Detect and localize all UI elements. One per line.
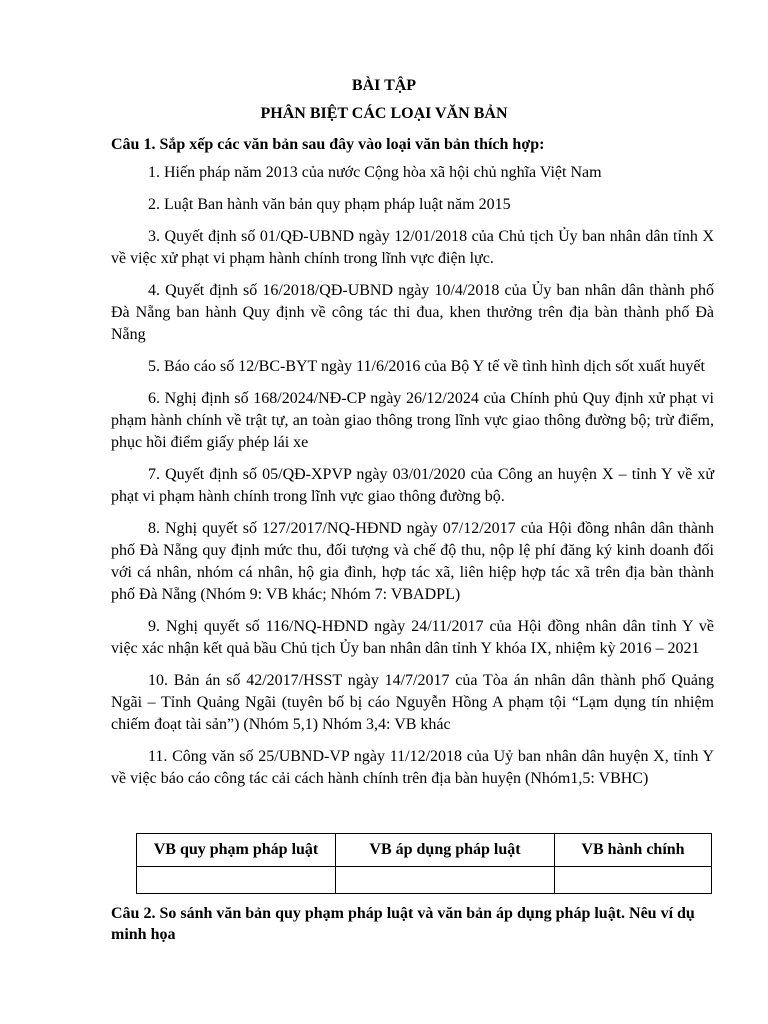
list-item: 8. Nghị quyết số 127/2017/NQ-HĐND ngày 07/12/2017 của Hội đồng nhân dân thành phố Đà Nẵng quy định mức thu, đối tượng và chế độ thu, nộp lệ phí đăng ký kinh doanh đối với cá nhân, nhóm cá nhân, hộ gia đình, hợp tác xã, liên hiệp hợp tác xã trên địa bàn thành phố Đà Nẵng (Nhóm 9: VB khác; Nhóm 7: VBADPL): [111, 520, 714, 603]
classification-table: [136, 833, 712, 894]
table-cell: [555, 867, 712, 894]
document-subtitle: PHÂN BIỆT CÁC LOẠI VĂN BẢN: [260, 105, 508, 122]
header-administrative-docs: VB hành chính: [555, 834, 712, 867]
list-item: 9. Nghị quyết số 116/NQ-HĐND ngày 24/11/2017 của Hội đồng nhân dân tỉnh Y về việc xác nhận kết quả bầu Chủ tịch Ủy ban nhân dân tỉnh Y khóa IX, nhiệm kỳ 2016 – 2021: [111, 618, 714, 657]
list-item: 4. Quyết định số 16/2018/QĐ-UBND ngày 10/4/2018 của Ủy ban nhân dân thành phố Đà Nẵng ban hành Quy định về công tác thi đua, khen thưởng trên địa bàn thành phố Đà Nẵng: [111, 282, 714, 343]
list-item: 10. Bản án số 42/2017/HSST ngày 14/7/2017 của Tòa án nhân dân thành phố Quảng Ngãi – Tỉnh Quảng Ngãi (tuyên bố bị cáo Nguyễn Hồng A phạm tội “Lạm dụng tín nhiệm chiếm đoạt tài sản”) (Nhóm 5,1) Nhóm 3,4: VB khác: [111, 672, 714, 733]
list-item: 1. Hiến pháp năm 2013 của nước Cộng hòa xã hội chủ nghĩa Việt Nam: [148, 164, 602, 181]
list-item: 5. Báo cáo số 12/BC-BYT ngày 11/6/2016 của Bộ Y tế về tình hình dịch sốt xuất huyết: [148, 358, 705, 375]
header-application-docs: VB áp dụng pháp luật: [336, 834, 555, 867]
list-item: 7. Quyết định số 05/QĐ-XPVP ngày 03/01/2020 của Công an huyện X – tỉnh Y về xử phạt vi phạm hành chính trong lĩnh vực giao thông đường bộ.: [111, 466, 714, 505]
list-item: 11. Công văn số 25/UBND-VP ngày 11/12/2018 của Uỷ ban nhân dân huyện X, tỉnh Y về việc báo cáo công tác cải cách hành chính trên địa bàn huyện (Nhóm1,5: VBHC): [111, 748, 714, 787]
list-item: 3. Quyết định số 01/QĐ-UBND ngày 12/01/2018 của Chủ tịch Ủy ban nhân dân tỉnh X về việc xử phạt vi phạm hành chính trong lĩnh vực điện lực.: [111, 228, 714, 267]
list-item: 6. Nghị định số 168/2024/NĐ-CP ngày 26/12/2024 của Chính phủ Quy định xử phạt vi phạm hành chính về trật tự, an toàn giao thông trong lĩnh vực giao thông đường bộ; trừ điểm, phục hồi điểm giấy phép lái xe: [111, 390, 714, 451]
table-header-row: [137, 834, 712, 867]
header-normative-docs: VB quy phạm pháp luật: [137, 834, 336, 867]
document-title: BÀI TẬP: [351, 77, 417, 94]
table-cell: [336, 867, 555, 894]
table-row: [137, 867, 712, 894]
table-cell: [137, 867, 336, 894]
document-list: [111, 162, 714, 800]
list-item: 2. Luật Ban hành văn bản quy phạm pháp luật năm 2015: [148, 196, 511, 213]
question-2: Câu 2. So sánh văn bản quy phạm pháp luật và văn bản áp dụng pháp luật. Nêu ví dụ minh họa: [111, 905, 695, 943]
question-1: Câu 1. Sắp xếp các văn bản sau đây vào loại văn bản thích hợp:: [111, 136, 545, 153]
